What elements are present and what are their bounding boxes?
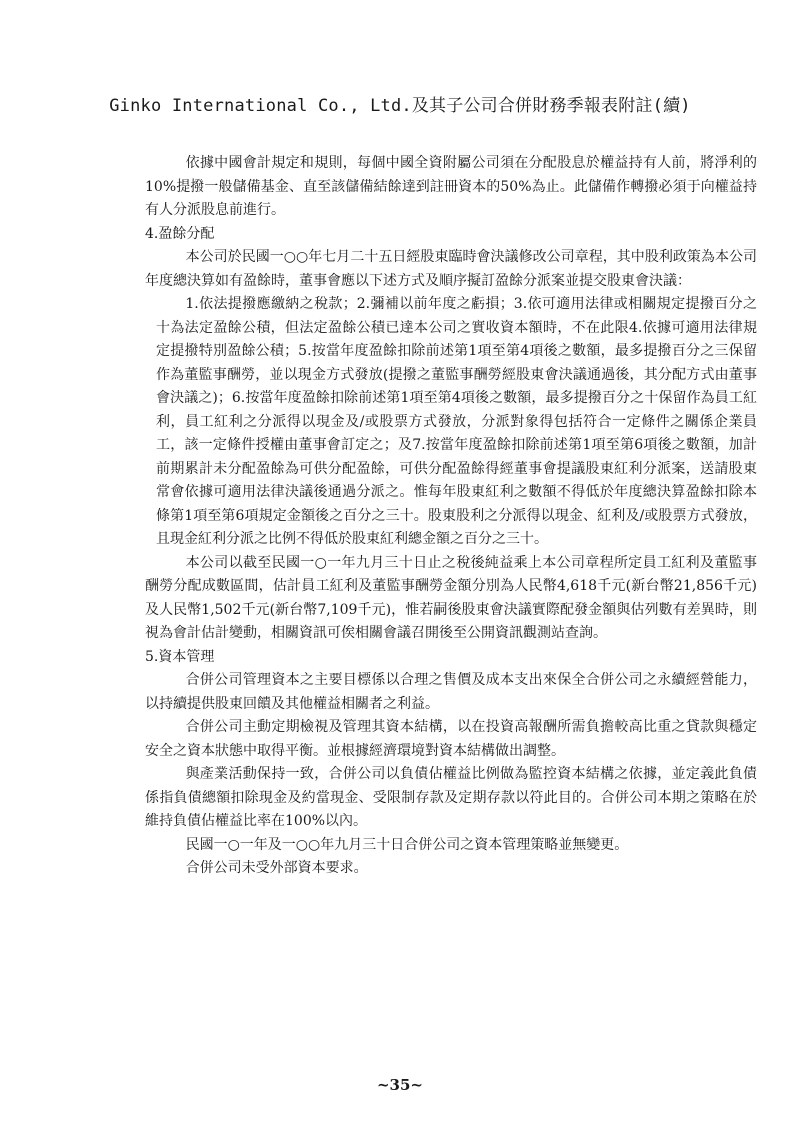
document-body <box>145 152 757 881</box>
intro-paragraph: 依據中國會計規定和規則，每個中國全資附屬公司須在分配股息於權益持有人前，將淨利的10%提撥一般儲備基金、直至該儲備結餘達到註冊資本的50%為止。此儲備作轉撥必須于向權益持有人分派股息前進行。 <box>145 155 757 218</box>
page-header: Ginko International Co., Ltd.及其子公司合併財務季報表附註(續) <box>109 96 691 116</box>
section-5-paragraph-1: 合併公司管理資本之主要目標係以合理之售價及成本支出來保全合併公司之永續經營能力，以持續提供股東回饋及其他權益相關者之利益。 <box>145 672 757 712</box>
section-5-paragraph-4: 民國一○一年及一○○年九月三十日合併公司之資本管理策略並無變更。 <box>185 836 629 853</box>
section-5-paragraph-2: 合併公司主動定期檢視及管理其資本結構，以在投資高報酬所需負擔較高比重之貸款與穩定安全之資本狀態中取得平衡。並根據經濟環境對資本結構做出調整。 <box>145 719 757 759</box>
page-number: ~35~ <box>376 1076 423 1094</box>
section-4-heading: 4.盈餘分配 <box>145 225 215 242</box>
section-4-paragraph-1: 本公司於民國一○○年七月二十五日經股東臨時會決議修改公司章程，其中股利政策為本公司年度總決算如有盈餘時，董事會應以下述方式及順序擬訂盈餘分派案並提交股東會決議： <box>145 249 757 289</box>
section-5-paragraph-5: 合併公司未受外部資本要求。 <box>185 860 368 876</box>
section-4-paragraph-2: 1.依法提撥應繳納之稅款；2.彌補以前年度之虧損；3.依可適用法律或相關規定提撥百分之十為法定盈餘公積，但法定盈餘公積已達本公司之實收資本額時，不在此限4.依據可適用法律規定提撥特別盈餘公積；5.按當年度盈餘扣除前述第1項至第4項後之數額，最多提撥百分之三保留作為董監事酬勞，並以現金方式發放(提撥之董監事酬勞經股東會決議通過後，其分配方式由董事會決議之)；6.按當年度盈餘扣除前述第1項至第4項後之數額，最多提撥百分之十保留作為員工紅利，員工紅利之分派得以現金及/或股票方式發放，分派對象得包括符合一定條件之關係企業員工，該一定條件授權由董事會訂定之；及7.按當年度盈餘扣除前述第1項至第6項後之數額，加計前期累計未分配盈餘為可供分配盈餘，可供分配盈餘得經董事會提議股東紅利分派案，送請股東常會依據可適用法律決議後通過分派之。惟每年股東紅利之數額不得低於年度總決算盈餘扣除本條第1項至第6項規定金額後之百分之三十。股東股利之分派得以現金、紅利及/或股票方式發放，且現金紅利分派之比例不得低於股東紅利總金額之百分之三十。 <box>156 296 757 547</box>
section-4-paragraph-3: 本公司以截至民國一○一年九月三十日止之稅後純益乘上本公司章程所定員工紅利及董監事酬勞分配成數區間，估計員工紅利及董監事酬勞金額分別為人民幣4,618千元(新台幣21,856千元)及人民幣1,502千元(新台幣7,109千元)，惟若嗣後股東會決議實際配發金額與估列數有差異時，則視為會計估計變動，相關資訊可俟相關會議召開後至公開資訊觀測站查詢。 <box>145 554 757 641</box>
section-5-heading: 5.資本管理 <box>145 648 215 665</box>
section-5-paragraph-3: 與產業活動保持一致，合併公司以負債佔權益比例做為監控資本結構之依據，並定義此負債係指負債總額扣除現金及約當現金、受限制存款及定期存款以符此目的。合併公司本期之策略在於維持負債佔權益比率在100%以內。 <box>145 766 757 829</box>
